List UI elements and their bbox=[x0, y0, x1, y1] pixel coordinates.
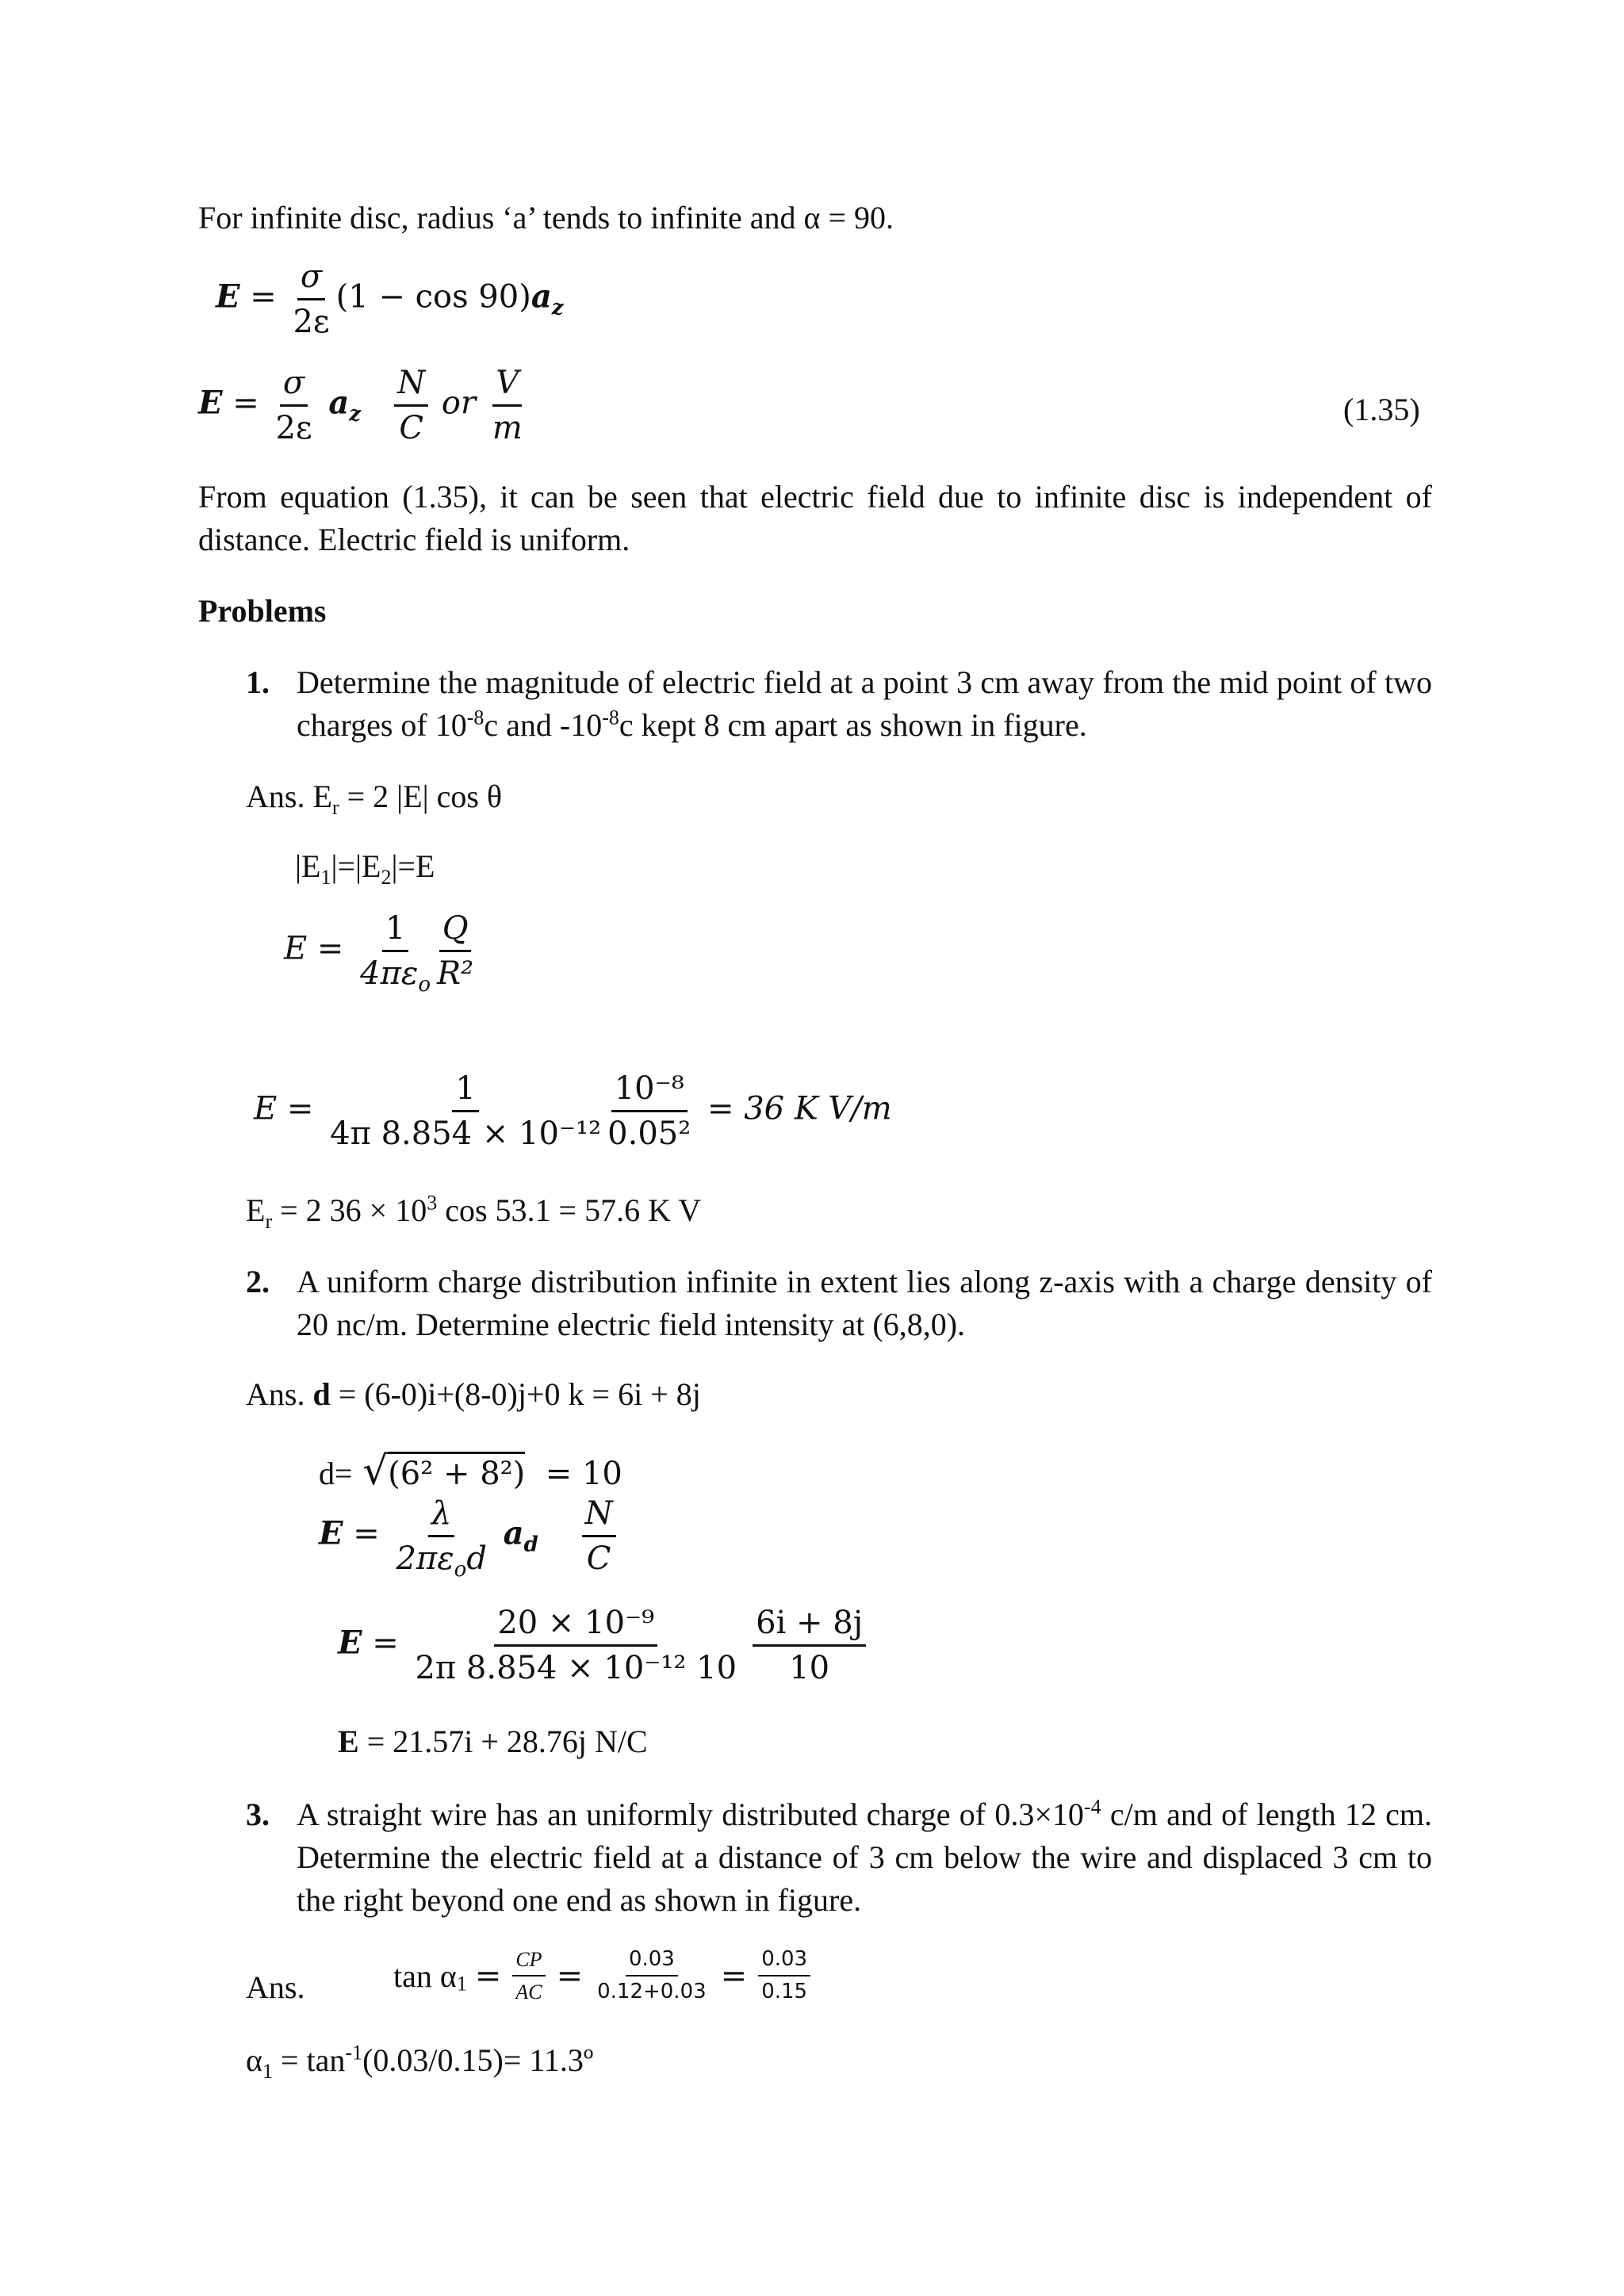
fraction bbox=[289, 260, 332, 339]
denominator: $4\pi\varepsilon_o$ bbox=[360, 955, 431, 997]
text-part: c kept 8 cm apart as shown in figure. bbox=[619, 707, 1087, 743]
fraction bbox=[434, 912, 477, 990]
eq-lhs: E bbox=[254, 1090, 278, 1127]
equation-coulomb bbox=[284, 910, 480, 997]
numerator: σ bbox=[297, 260, 325, 300]
unit-fraction: $\frac{N}{C}$ bbox=[582, 1497, 616, 1575]
fraction: $\frac{0.03}{0.15}$ bbox=[758, 1949, 810, 2003]
problem-3-text: A straight wire has an uniformly distributed charge of $0.3\times 10^{-4}$ c/m and of length 12 cm. Determine the electric field at a distance of 3 cm below the wire and displaced 3 cm to the right beyond one end as shown in figure. bbox=[297, 1795, 1432, 1918]
equation-numeric bbox=[254, 1072, 892, 1150]
er-line: $E_r = 2$ $36 \times 10^3$ cos 53.1 = 57.6 K V bbox=[246, 1191, 702, 1233]
paragraph: From equation (1.35), it can be seen that electric field due to infinite disc is independent of distance. Electric field is uniform. bbox=[198, 479, 1432, 557]
or-word: or bbox=[441, 385, 477, 422]
unit-vector-sub: z bbox=[349, 402, 362, 427]
problem-number: 3. bbox=[246, 1797, 270, 1832]
answer-2: Ans. d = (6-0)i+(8-0)j+0 k = 6i + 8j bbox=[246, 1376, 701, 1412]
unit-vector: a bbox=[530, 277, 552, 316]
intro-text: For infinite disc, radius ‘a’ tends to infinite and α = 90. bbox=[198, 200, 894, 235]
equation-line-charge: E = $\frac{\lambda}{2\pi\varepsilon_od}$ $a_d$ $\frac{N}{C}$ bbox=[319, 1497, 619, 1575]
text-part: |=|E bbox=[331, 848, 381, 884]
denominator: 0.05² bbox=[607, 1115, 691, 1152]
result-line: E = 21.57i + 28.76j N/C bbox=[338, 1724, 648, 1759]
eq-lhs: E bbox=[216, 277, 240, 316]
text-part: |E bbox=[295, 848, 321, 884]
denominator: C bbox=[399, 410, 423, 446]
eq-sign: = bbox=[286, 1090, 314, 1127]
fraction: $\frac{\lambda}{2\pi\varepsilon_od}$ bbox=[396, 1495, 487, 1582]
answer-3-lead: Ans. bbox=[246, 1969, 305, 2005]
unit-fraction bbox=[394, 366, 428, 445]
fraction: $\frac{0.03}{0.12+0.03}$ bbox=[597, 1947, 707, 2004]
numerator: σ bbox=[280, 366, 308, 407]
text-part: = 2 |E| cos θ bbox=[339, 779, 503, 814]
fraction bbox=[357, 910, 434, 997]
fraction bbox=[272, 366, 315, 445]
magnitude-line bbox=[295, 845, 435, 888]
denominator: R² bbox=[437, 955, 474, 992]
eq-lhs: E bbox=[284, 930, 308, 967]
alpha-line: $\alpha_1 = \tan^{-1}(0.03/0.15)=$ 11.3º bbox=[246, 2041, 594, 2083]
fraction: $\frac{CP}{AC}$ bbox=[512, 1949, 545, 2003]
problem-number: 1. bbox=[246, 664, 270, 700]
numerator: 1 bbox=[452, 1072, 478, 1112]
eq-sign: = bbox=[232, 385, 259, 422]
subscript: r bbox=[331, 796, 339, 819]
denominator: m bbox=[492, 410, 523, 446]
text-part: |=E bbox=[391, 848, 435, 884]
text-part: c and -10 bbox=[484, 707, 603, 743]
result: = 36 K V/m bbox=[707, 1090, 892, 1127]
fraction: $\frac{\text{20 × 10⁻⁹}}{\text{2π 8.854 × 10⁻¹² 10}}$ bbox=[415, 1605, 737, 1686]
numerator: V bbox=[492, 366, 522, 407]
fraction: $\frac{6i + 8j}{10}$ bbox=[753, 1606, 866, 1685]
problem-1-text bbox=[297, 661, 1432, 747]
equation-disc-field bbox=[216, 260, 564, 339]
subscript: 2 bbox=[381, 866, 392, 889]
unit-fraction bbox=[489, 366, 526, 445]
eq-lhs: E bbox=[198, 384, 223, 422]
eq-sign: = bbox=[316, 930, 344, 967]
equation-label: (1.35) bbox=[1343, 392, 1420, 427]
problem-2-text: A uniform charge distribution infinite in extent lies along z-axis with a charge density of 20 nc/m. Determine electric field intensity at (6,8,0). bbox=[297, 1264, 1432, 1342]
fraction bbox=[327, 1072, 604, 1150]
eq-sign: = bbox=[250, 278, 277, 316]
superscript: -8 bbox=[466, 706, 485, 729]
numerator: 10⁻⁸ bbox=[611, 1072, 688, 1112]
distance-line: d= √(6² + 8²) = 10 bbox=[319, 1448, 622, 1494]
fraction bbox=[604, 1072, 694, 1150]
denominator: 2ε bbox=[293, 304, 330, 340]
section-heading: Problems bbox=[198, 593, 327, 629]
text-part: Ans. E bbox=[246, 779, 332, 814]
answer-3-tan: $\tan \alpha_1$ = $\frac{CP}{AC}$ = $\frac{0.03}{0.12+0.03}$ = $\frac{0.03}{0.15}$ bbox=[393, 1949, 814, 2003]
superscript: -8 bbox=[602, 706, 619, 729]
subscript: 1 bbox=[320, 866, 331, 889]
equation-1-35 bbox=[198, 366, 529, 445]
denominator: 4π 8.854 × 10⁻¹² bbox=[330, 1115, 602, 1152]
cos-term: (1 − cos 90) bbox=[335, 278, 531, 316]
problem-number: 2. bbox=[246, 1264, 270, 1299]
unit-vector: a bbox=[328, 384, 350, 422]
numerator: Q bbox=[439, 912, 472, 952]
numerator: N bbox=[394, 366, 428, 407]
equation-numeric-2: E = $\frac{\text{20 × 10⁻⁹}}{\text{2π 8.854 × 10⁻¹² 10}}$ $\frac{6i + 8j}{10}$ bbox=[338, 1606, 869, 1685]
denominator: 2ε bbox=[275, 410, 312, 446]
numerator: 1 bbox=[382, 912, 408, 952]
unit-vector-sub: z bbox=[551, 296, 564, 320]
text-part: Determine the magnitude of electric field at a point 3 cm away from the mid point of two charges of 10 bbox=[297, 664, 1432, 743]
answer-1 bbox=[246, 775, 502, 818]
